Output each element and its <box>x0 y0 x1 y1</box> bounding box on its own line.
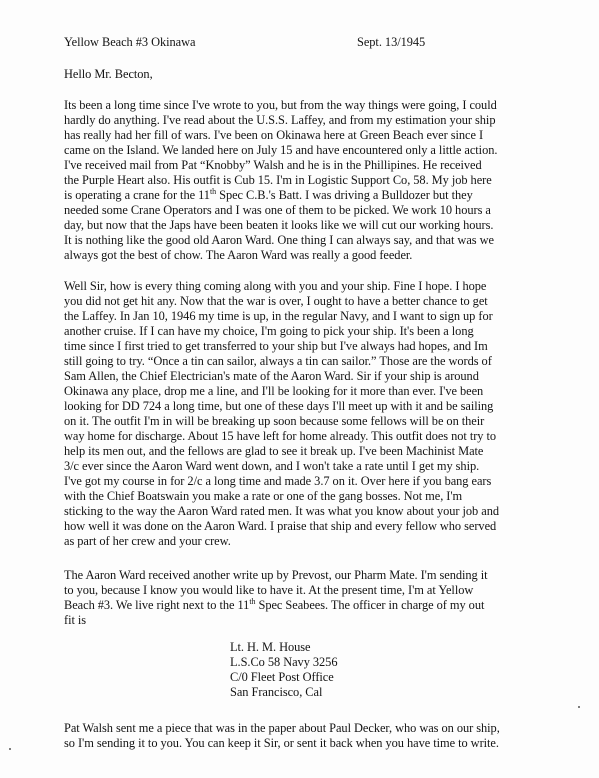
paragraph-2-line: Well Sir, how is every thing coming along with you and your ship. Fine I hope. I hope <box>64 279 487 293</box>
paragraph-4-line: Pat Walsh sent me a piece that was in the paper about Paul Decker, who was on our ship, <box>64 721 500 735</box>
paragraph-1-line: It is nothing like the good old Aaron Ward. One thing I can always say, and that was we <box>64 233 494 247</box>
scan-speck <box>578 706 580 708</box>
paragraph-2-line: another cruise. If I can have my choice, I'm going to pick your ship. It's been a long <box>64 324 474 338</box>
line-text: Spec Seabees. The officer in charge of my out <box>255 598 485 612</box>
paragraph-1-line: I've received mail from Pat “Knobby” Walsh and he is in the Phillipines. He received <box>64 158 482 172</box>
paragraph-2-line: still going to try. “Once a tin can sailor, always a tin can sailor.” Those are the words of <box>64 354 492 368</box>
paragraph-3-line <box>64 598 484 613</box>
line-text: Spec C.B.'s Batt. I was driving a Bulldozer but they <box>216 188 473 202</box>
paragraph-2-line: help its men out, and the fellows are glad to see it break up. I've been Machinist Mate <box>64 444 484 458</box>
paragraph-2-line: way home for discharge. About 15 have left for home already. This outfit does not try to <box>64 429 497 443</box>
paragraph-1-line: has really had her fill of wars. I've been on Okinawa here at Green Beach ever since I <box>64 128 484 142</box>
paragraph-1-line <box>64 188 473 203</box>
paragraph-2-line: as part of her crew and your crew. <box>64 534 231 548</box>
paragraph-2-line: the Laffey. In Jan 10, 1946 my time is up, in the regular Navy, and I want to sign up for <box>64 309 493 323</box>
address-line: L.S.Co 58 Navy 3256 <box>230 655 338 669</box>
scan-speck <box>9 748 11 750</box>
paragraph-3-line: to you, because I know you would like to have it. At the present time, I'm at Yellow <box>64 583 474 597</box>
salutation: Hello Mr. Becton, <box>64 67 153 81</box>
paragraph-2-line: Sam Allen, the Chief Electrician's mate of the Aaron Ward. Sir if your ship is around <box>64 369 479 383</box>
paragraph-1-line: came on the Island. We landed here on July 15 and have encountered only a little action. <box>64 143 498 157</box>
ordinal-suffix: th <box>249 596 256 606</box>
paragraph-1-line: always got the best of chow. The Aaron Ward was really a good feeder. <box>64 248 413 262</box>
paragraph-3-line: fit is <box>64 613 87 627</box>
paragraph-1-line: hardly do anything. I've read about the U.S.S. Laffey, and from my estimation your ship <box>64 113 496 127</box>
paragraph-2-line: with the Chief Boatswain you make a rate or one of the gang bosses. Not me, I'm <box>64 489 463 503</box>
line-text: Beach #3. We live right next to the 11 <box>64 598 250 612</box>
paragraph-2-line: you did not get hit any. Now that the war is over, I ought to have a better chance to get <box>64 294 488 308</box>
paragraph-2-line: looking for DD 724 a long time, but one of these days I'll meet up with it and be sailing <box>64 399 494 413</box>
paragraph-4-line: so I'm sending it to you. You can keep it Sir, or sent it back when you have time to write. <box>64 736 499 750</box>
letter-date: Sept. 13/1945 <box>357 35 426 49</box>
paragraph-1-line: day, but now that the Japs have been beaten it looks like we will cut our working hours. <box>64 218 494 232</box>
paragraph-2-line: how well it was done on the Aaron Ward. I praise that ship and every fellow who served <box>64 519 497 533</box>
letter-location: Yellow Beach #3 Okinawa <box>64 35 196 49</box>
ordinal-suffix: th <box>209 186 217 196</box>
paragraph-2-line: I've got my course in for 2/c a long time and made 3.7 on it. Over here if you bang ears <box>64 474 492 488</box>
paragraph-1-line: Its been a long time since I've wrote to you, but from the way things were going, I could <box>64 98 497 112</box>
paragraph-1-line: needed some Crane Operators and I was one of them to be picked. We work 10 hours a <box>64 203 491 217</box>
address-line: Lt. H. M. House <box>230 640 311 654</box>
line-text: is operating a crane for the 11 <box>64 188 210 202</box>
paragraph-2-line: on it. The outfit I'm in will be breaking up soon because some fellows will be on their <box>64 414 485 428</box>
paragraph-2-line: time since I first tried to get transferred to your ship but I've always had hopes, and Im <box>64 339 488 353</box>
paragraph-2-line: sticking to the way the Aaron Ward rated men. It was what you know about your job and <box>64 504 499 518</box>
paragraph-2-line: 3/c ever since the Aaron Ward went down, and I won't take a rate until I get my ship. <box>64 459 480 473</box>
address-line: C/0 Fleet Post Office <box>230 670 334 684</box>
paragraph-3-line: The Aaron Ward received another write up by Prevost, our Pharm Mate. I'm sending it <box>64 568 488 582</box>
paragraph-1-line: the Purple Heart also. His outfit is Cub 15. I'm in Logistic Support Co, 58. My job here <box>64 173 492 187</box>
address-line: San Francisco, Cal <box>230 685 323 699</box>
paragraph-2-line: Okinawa any place, drop me a line, and I'll be looking for it more than ever. I've been <box>64 384 484 398</box>
